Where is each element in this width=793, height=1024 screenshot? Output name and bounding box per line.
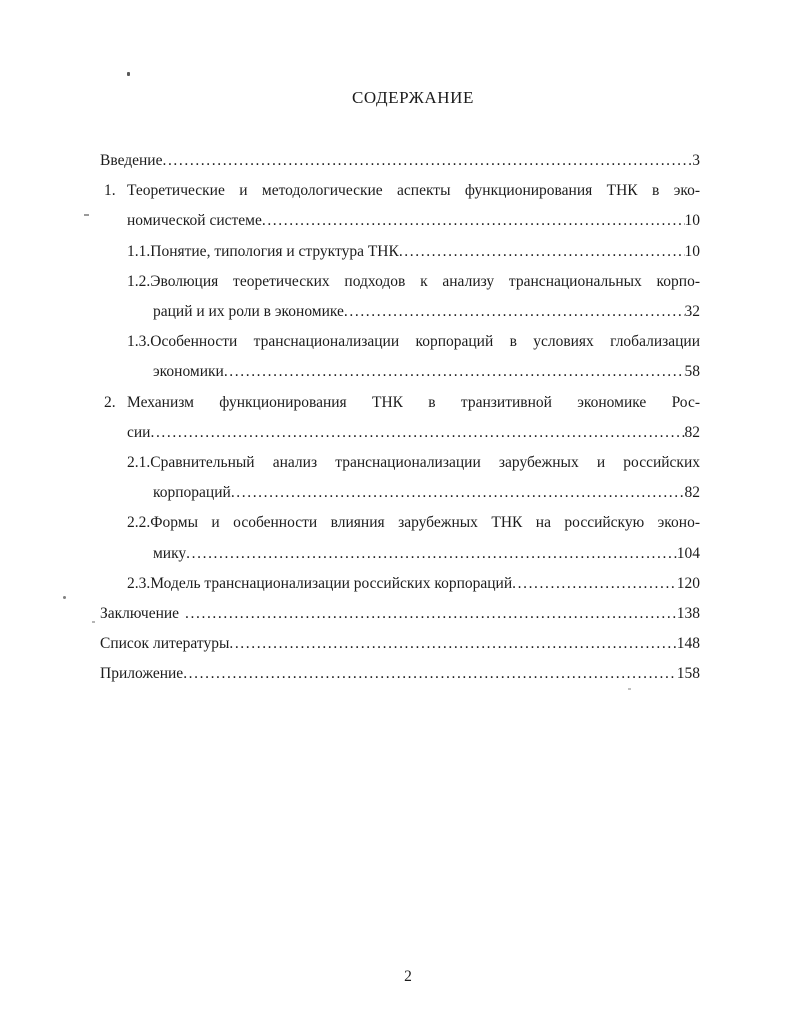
toc-line-1-3 bbox=[100, 327, 700, 357]
toc-entry-label: Механизм функционирования ТНК в транзитивной экономике Рос- bbox=[127, 393, 700, 411]
toc-entry-label: 2.1.Сравнительный анализ транснационализации зарубежных и российских bbox=[127, 454, 700, 472]
toc-page-number: 148 bbox=[676, 635, 700, 653]
page-number-footer: 2 bbox=[404, 968, 412, 985]
chapter-number: 2. bbox=[104, 393, 116, 411]
toc-page-number: 32 bbox=[684, 303, 700, 321]
toc-list bbox=[100, 146, 700, 690]
toc-entry-label: 2.2.Формы и особенности влияния зарубежных ТНК на российскую эконо- bbox=[127, 514, 700, 532]
toc-page-number: 120 bbox=[676, 574, 700, 592]
toc-entry-label: 1.1.Понятие, типология и структура ТНК bbox=[127, 242, 399, 260]
dot-leader bbox=[229, 629, 676, 659]
toc-line-ch2-cont bbox=[100, 418, 700, 448]
dot-leader bbox=[185, 599, 677, 629]
toc-line-introduction bbox=[100, 146, 700, 176]
toc-entry-label: 1.3.Особенности транснационализации корпораций в условиях глобализации bbox=[127, 333, 700, 351]
scan-speck bbox=[92, 621, 95, 623]
toc-line-bibliography bbox=[100, 629, 700, 659]
toc-entry-label: 2.3.Модель транснационализации российских корпораций bbox=[127, 574, 513, 592]
toc-line-2-1-cont bbox=[100, 478, 700, 508]
toc-page-number: 82 bbox=[684, 423, 700, 441]
toc-page-number: 138 bbox=[676, 605, 700, 623]
page-title: СОДЕРЖАНИЕ bbox=[351, 88, 475, 107]
toc-line-2-1 bbox=[100, 448, 700, 478]
dot-leader bbox=[162, 146, 692, 176]
dot-leader bbox=[186, 539, 677, 569]
dot-leader bbox=[150, 418, 684, 448]
toc-line-1-2-cont bbox=[100, 297, 700, 327]
toc-line-ch1 bbox=[100, 176, 700, 206]
toc-entry-label: Список литературы bbox=[100, 635, 230, 653]
toc-entry-label: Приложение bbox=[100, 665, 184, 683]
toc-entry-label: Заключение bbox=[100, 605, 180, 623]
dot-leader bbox=[231, 478, 685, 508]
toc-entry-label: Введение bbox=[100, 152, 163, 169]
toc-entry-label: экономики bbox=[153, 363, 224, 381]
toc-line-2-2-cont bbox=[100, 539, 700, 569]
dot-leader bbox=[344, 297, 685, 327]
toc-page-number: 3 bbox=[692, 152, 700, 169]
table-of-contents bbox=[100, 88, 700, 690]
scan-speck bbox=[127, 72, 130, 76]
toc-page-number: 104 bbox=[676, 544, 700, 562]
chapter-number: 1. bbox=[104, 182, 116, 200]
toc-line-ch2 bbox=[100, 388, 700, 418]
toc-page-number: 10 bbox=[684, 242, 700, 260]
toc-line-1-2 bbox=[100, 267, 700, 297]
scan-speck bbox=[63, 596, 66, 599]
toc-page-number: 10 bbox=[684, 212, 700, 230]
toc-line-2-3 bbox=[100, 569, 700, 599]
toc-entry-label: номической системе bbox=[127, 212, 262, 230]
toc-line-appendix bbox=[100, 659, 700, 689]
toc-entry-label: раций и их роли в экономике bbox=[153, 303, 344, 321]
toc-entry-label: корпораций bbox=[153, 484, 231, 502]
toc-line-conclusion bbox=[100, 599, 700, 629]
dot-leader bbox=[512, 569, 677, 599]
toc-line-1-3-cont bbox=[100, 357, 700, 387]
toc-entry-label: Теоретические и методологические аспекты функционирования ТНК в эко- bbox=[127, 182, 700, 200]
dot-leader bbox=[224, 357, 685, 387]
toc-line-ch1-cont bbox=[100, 206, 700, 236]
toc-entry-label: мику bbox=[153, 544, 187, 562]
toc-entry-label: 1.2.Эволюция теоретических подходов к анализу транснациональных корпо- bbox=[127, 272, 700, 290]
toc-line-2-2 bbox=[100, 508, 700, 538]
toc-page-number: 82 bbox=[684, 484, 700, 502]
toc-page-number: 58 bbox=[684, 363, 700, 381]
dot-leader bbox=[399, 237, 685, 267]
toc-page-number: 158 bbox=[676, 665, 700, 683]
toc-entry-label: сии bbox=[127, 423, 151, 441]
dot-leader bbox=[262, 206, 685, 236]
dot-leader bbox=[183, 659, 677, 689]
toc-line-1-1 bbox=[100, 237, 700, 267]
scan-speck bbox=[84, 214, 89, 216]
